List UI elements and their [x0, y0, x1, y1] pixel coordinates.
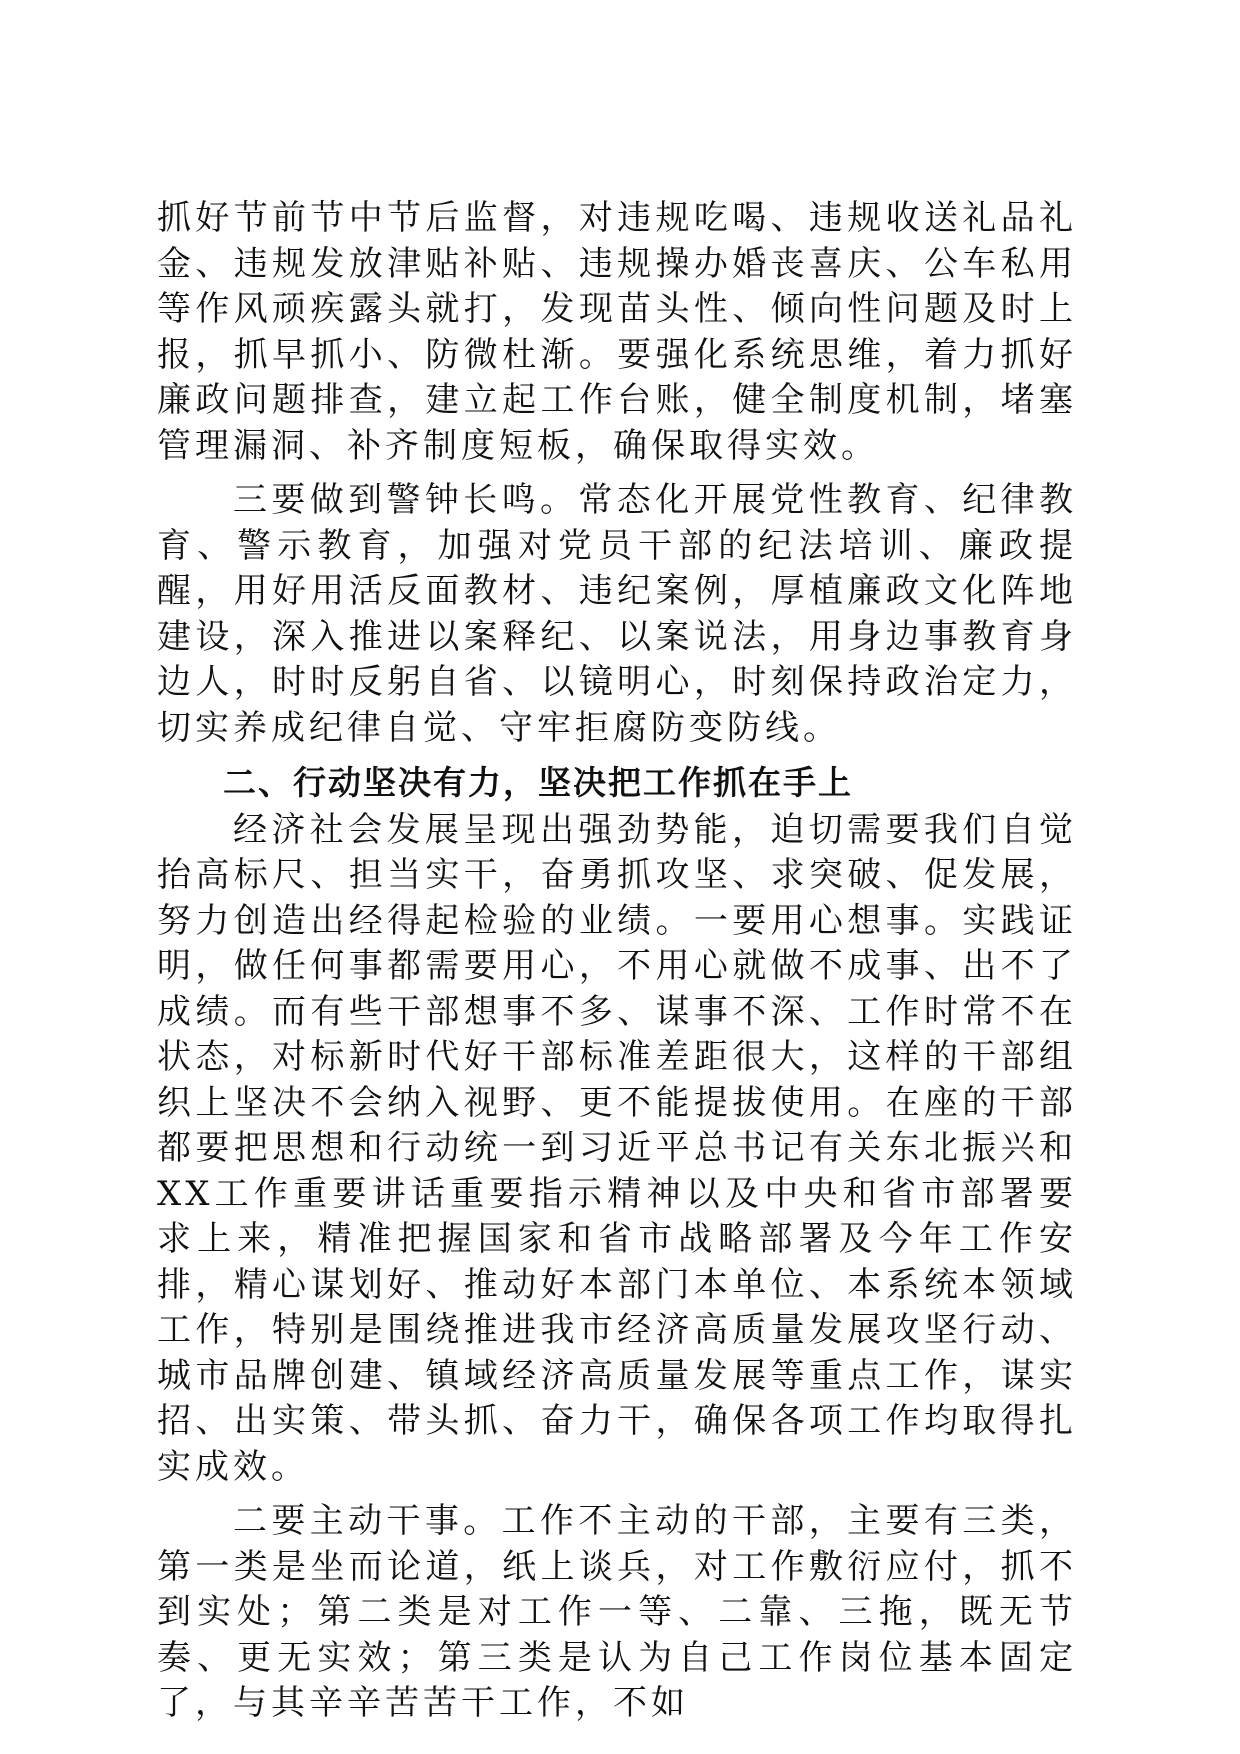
- paragraph: 三要做到警钟长鸣。常态化开展党性教育、纪律教育、警示教育，加强对党员干部的纪法培训、廉政提醒，用好用活反面教材、违纪案例，厚植廉政文化阵地建设，深入推进以案释纪、以案说法，用身边事教育身边人，时时反躬自省、以镜明心，时刻保持政治定力，切实养成纪律自觉、守牢拒腐防变防线。: [157, 480, 1077, 748]
- section-heading: 二、行动坚决有力，坚决把工作抓在手上: [223, 763, 853, 802]
- paragraph: 经济社会发展呈现出强劲势能，迫切需要我们自觉抬高标尺、担当实干，奋勇抓攻坚、求突破、促发展，努力创造出经得起检验的业绩。一要用心想事。实践证明，做任何事都需要用心，不用心就做不成事、出不了成绩。而有些干部想事不多、谋事不深、工作时常不在状态，对标新时代好干部标准差距很大，这样的干部组织上坚决不会纳入视野、更不能提拔使用。在座的干部都要把思想和行动统一到习近平总书记有关东北振兴和XX工作重要讲话重要指示精神以及中央和省市部署要求上来，精准把握国家和省市战略部署及今年工作安排，精心谋划好、推动好本部门本单位、本系统本领域工作，特别是围绕推进我市经济高质量发展攻坚行动、城市品牌创建、镇域经济高质量发展等重点工作，谋实招、出实策、带头抓、奋力干，确保各项工作均取得扎实成效。: [157, 809, 1077, 1487]
- paragraph: 二要主动干事。工作不主动的干部，主要有三类，第一类是坐而论道，纸上谈兵，对工作敷衍应付，抓不到实处；第二类是对工作一等、二靠、三拖，既无节奏、更无实效；第三类是认为自己工作岗位基本固定了，与其辛辛苦苦干工作，不如: [157, 1501, 1077, 1723]
- document-body: [157, 196, 1077, 1736]
- paragraph: 抓好节前节中节后监督，对违规吃喝、违规收送礼品礼金、违规发放津贴补贴、违规操办婚丧喜庆、公车私用等作风顽疾露头就打，发现苗头性、倾向性问题及时上报，抓早抓小、防微杜渐。要强化系统思维，着力抓好廉政问题排查，建立起工作台账，健全制度机制，堵塞管理漏洞、补齐制度短板，确保取得实效。: [157, 198, 1077, 466]
